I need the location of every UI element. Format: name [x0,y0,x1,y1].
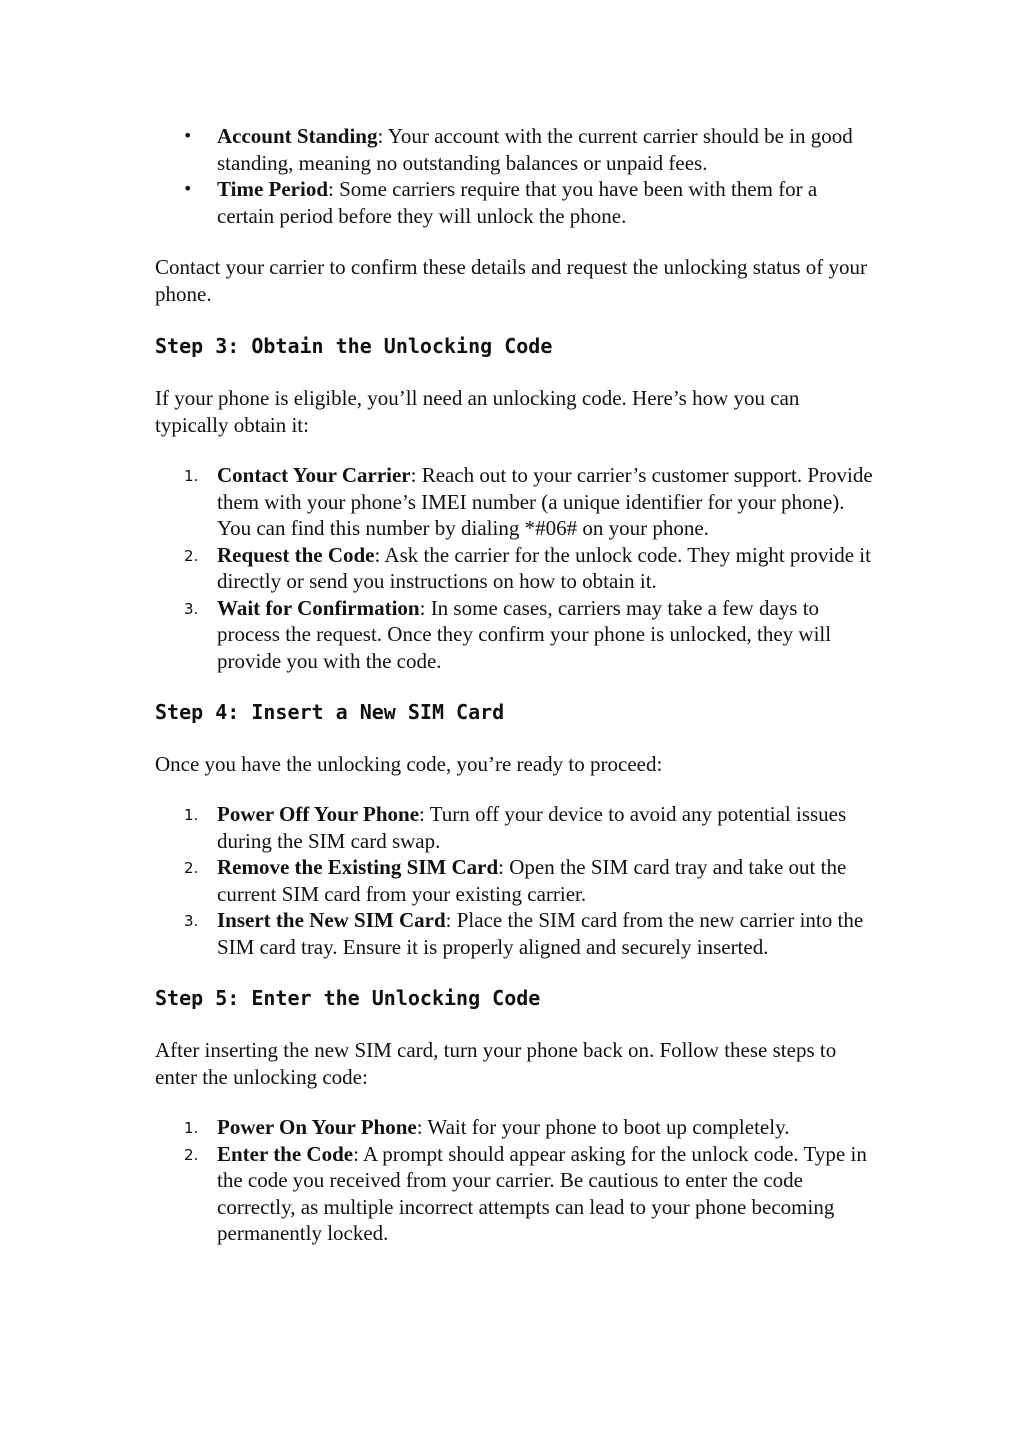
item-term: Insert the New SIM Card [217,908,446,932]
item-text: : Place the SIM card from the new carrier into the SIM card tray. Ensure it is properly aligned and securely inserted. [217,908,864,959]
item-number: 1. [184,1119,199,1137]
item-text: : Wait for your phone to boot up completely. [416,1115,790,1139]
item-text: : Turn off your device to avoid any potential issues during the SIM card swap. [217,802,847,853]
item-term: Power On Your Phone [217,1115,417,1139]
step5-heading: Step 5: Enter the Unlocking Code [155,986,541,1010]
step5-intro: After inserting the new SIM card, turn your phone back on. Follow these steps to enter the unlocking code: [155,1038,837,1089]
item-number: 3. [184,599,199,618]
document-page [155,123,875,1247]
item-text: : Your account with the current carrier should be in good standing, meaning no outstanding balances or unpaid fees. [217,124,853,175]
step3-heading: Step 3: Obtain the Unlocking Code [155,334,553,358]
item-term: Enter the Code [217,1141,354,1166]
item-text: : Open the SIM card tray and take out the current SIM card from your existing carrier. [217,855,847,906]
item-number: 1. [184,806,199,824]
list-item [155,462,875,542]
item-term: Power Off Your Phone [217,802,420,826]
list-item [155,854,875,907]
item-number: 1. [184,467,199,485]
item-term: Account Standing [217,124,378,148]
item-term: Time Period [217,177,329,201]
list-item [155,123,875,176]
item-text: : Some carriers require that you have been with them for a certain period before they will unlock the phone. [217,177,818,228]
step3-intro: If your phone is eligible, you’ll need an unlocking code. Here’s how you can typically obtain it: [155,386,800,437]
bullet-icon: • [183,179,193,198]
item-text: : A prompt should appear asking for the unlock code. Type in the code you received from your carrier. Be cautious to enter the code correctly, as multiple incorrect attempts can lead to your phone becoming permanently locked. [217,1141,867,1245]
item-term: Wait for Confirmation [217,595,420,620]
item-text: : In some cases, carriers may take a few days to process the request. Once they confirm your phone is unlocked, they will provide you with the code. [217,595,832,673]
list-item [155,907,875,960]
item-term: Contact Your Carrier [217,463,411,487]
list-item [155,542,875,595]
step3-numbered-list [155,462,875,674]
step4-numbered-list [155,801,875,960]
item-text: : Ask the carrier for the unlock code. They might provide it directly or send you instructions on how to obtain it. [217,542,871,593]
item-term: Remove the Existing SIM Card [217,855,499,879]
eligibility-bullet-list [155,123,875,229]
item-number: 3. [184,912,199,930]
item-text: : Reach out to your carrier’s customer support. Provide them with your phone’s IMEI number (a unique identifier for your phone). You can find this number by dialing *#06# on your phone. [217,463,873,540]
contact-paragraph: Contact your carrier to confirm these details and request the unlocking status of your phone. [155,255,868,306]
item-term: Request the Code [217,542,375,567]
item-number: 2. [184,546,199,565]
list-item [155,595,875,675]
list-item [155,1141,875,1247]
step5-numbered-list [155,1114,875,1247]
list-item [155,1114,875,1141]
list-item [155,801,875,854]
item-number: 2. [184,1145,199,1164]
step4-intro: Once you have the unlocking code, you’re ready to proceed: [155,752,663,776]
item-number: 2. [184,859,199,877]
bullet-icon: • [183,126,193,145]
list-item [155,176,875,229]
step4-heading: Step 4: Insert a New SIM Card [155,700,505,724]
